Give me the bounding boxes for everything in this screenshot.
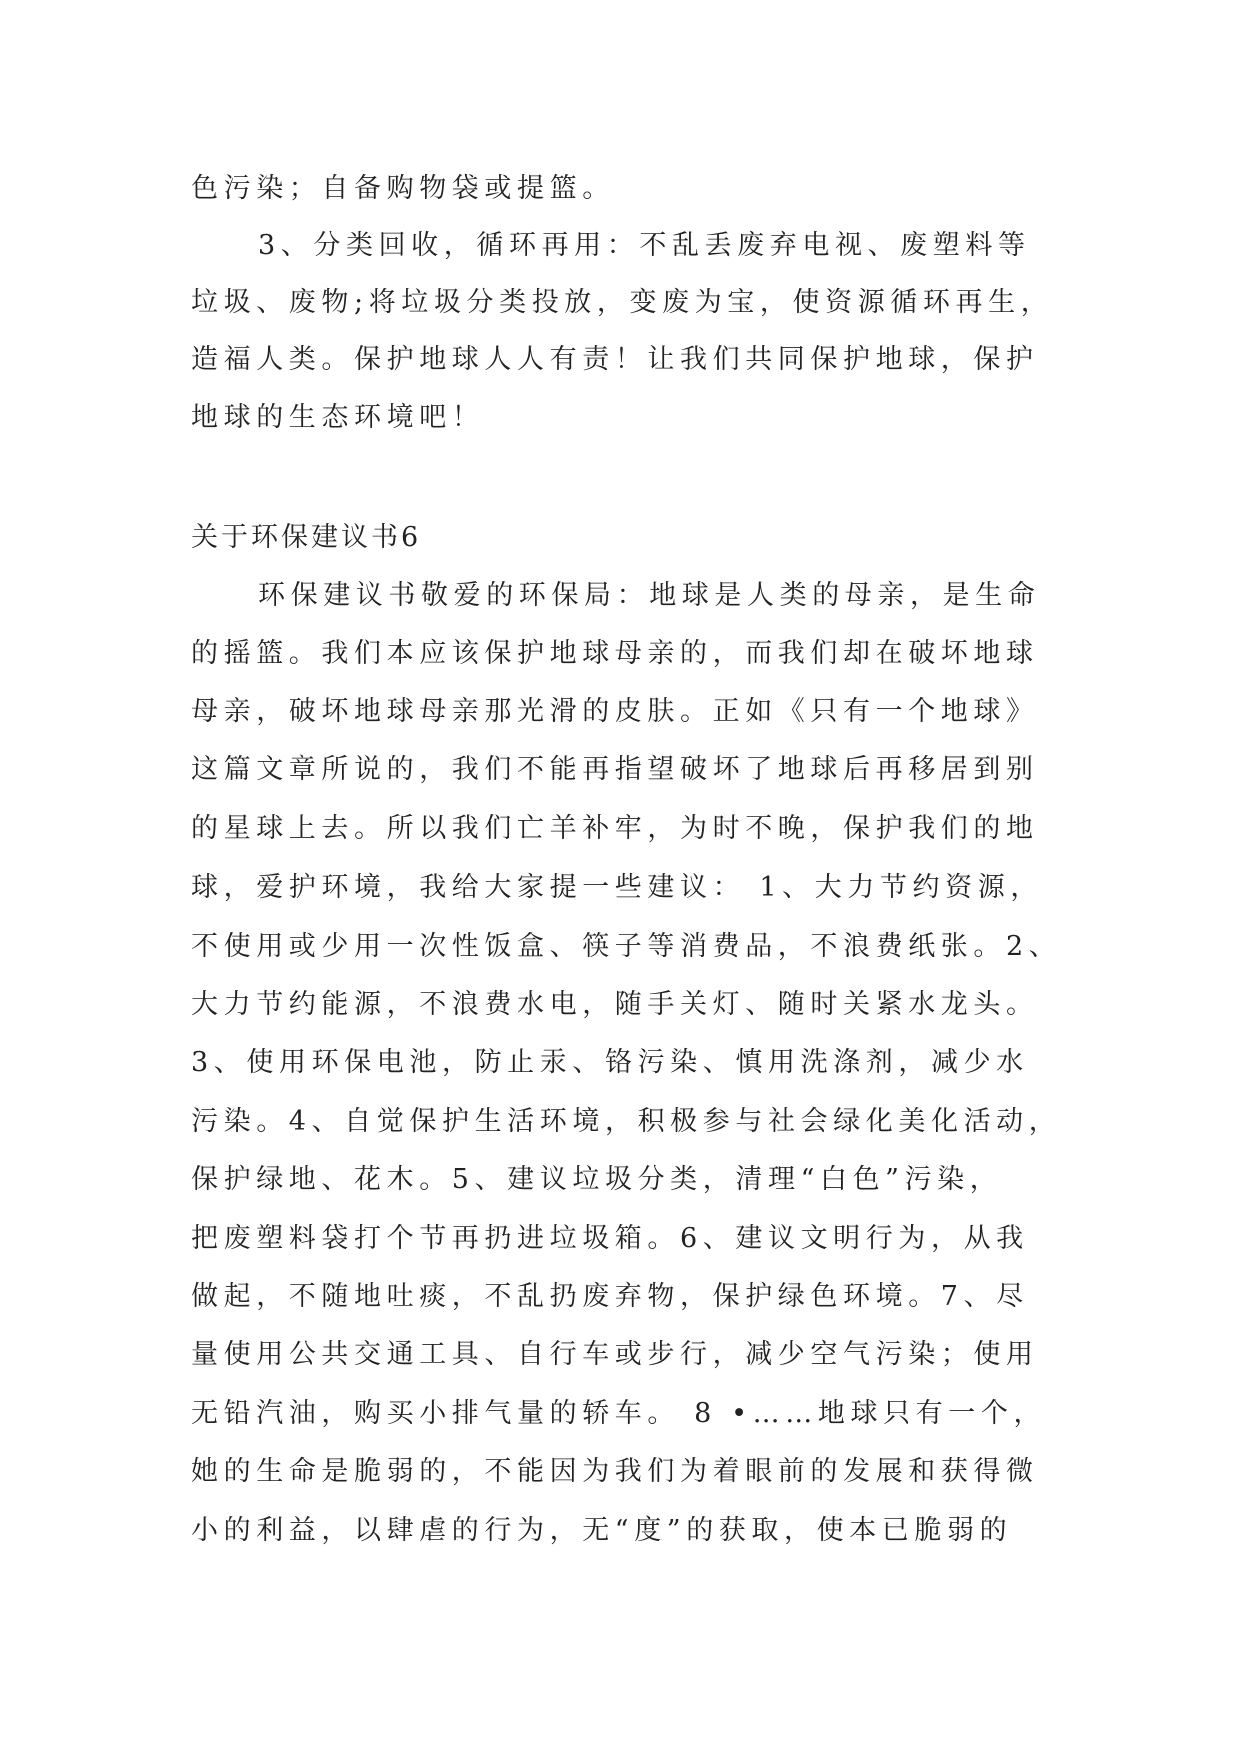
text-line: 的摇篮。我们本应该保护地球母亲的，而我们却在破坏地球 — [191, 638, 1039, 669]
text-line: 3、使用环保电池，防止汞、铬污染、慎用洗涤剂，减少水 — [191, 1047, 1029, 1078]
text-line: 母亲，破坏地球母亲那光滑的皮肤。正如《只有一个地球》 — [191, 696, 1039, 727]
text-line: 的星球上去。所以我们亡羊补牢，为时不晚，保护我们的地 — [191, 813, 1039, 844]
text-line: 3、分类回收，循环再用：不乱丢废弃电视、废塑料等 — [258, 230, 1031, 261]
text-line: 把废塑料袋打个节再扔进垃圾箱。6、建议文明行为，从我 — [191, 1223, 1029, 1254]
text-line: 做起，不随地吐痰，不乱扔废弃物，保护绿色环境。7、尽 — [191, 1281, 1029, 1312]
text-line: 保护绿地、花木。5、建议垃圾分类，清理“白色”污染， — [191, 1164, 1003, 1195]
text-line: 环保建议书敬爱的环保局：地球是人类的母亲，是生命 — [258, 580, 1041, 611]
text-line: 大力节约能源，不浪费水电，随手关灯、随时关紧水龙头。 — [191, 989, 1039, 1020]
text-line: 她的生命是脆弱的，不能因为我们为着眼前的发展和获得微 — [191, 1456, 1039, 1487]
text-line: 污染。4、自觉保护生活环境，积极参与社会绿化美化活动， — [191, 1106, 1062, 1137]
text-line: 这篇文章所说的，我们不能再指望破坏了地球后再移居到别 — [191, 754, 1039, 785]
text-line: 地球的生态环境吧！ — [191, 402, 485, 433]
text-line: 小的利益，以肆虐的行为，无“度”的获取，使本已脆弱的 — [191, 1515, 1013, 1546]
text-line: 量使用公共交通工具、自行车或步行，减少空气污染；使用 — [191, 1339, 1039, 1370]
text-line: 造福人类。保护地球人人有责！让我们共同保护地球，保护 — [191, 344, 1039, 375]
text-line: 无铅汽油，购买小排气量的轿车。 8 •……地球只有一个， — [191, 1398, 1047, 1429]
text-line: 球，爱护环境，我给大家提一些建议： 1、大力节约资源， — [191, 872, 1043, 903]
text-line: 垃圾、废物;将垃圾分类投放，变废为宝，使资源循环再生， — [191, 287, 1054, 318]
text-line: 不使用或少用一次性饭盒、筷子等消费品，不浪费纸张。2、 — [191, 931, 1062, 962]
text-line: 色污染；自备购物袋或提篮。 — [191, 173, 615, 204]
section-heading: 关于环保建议书6 — [191, 522, 422, 553]
